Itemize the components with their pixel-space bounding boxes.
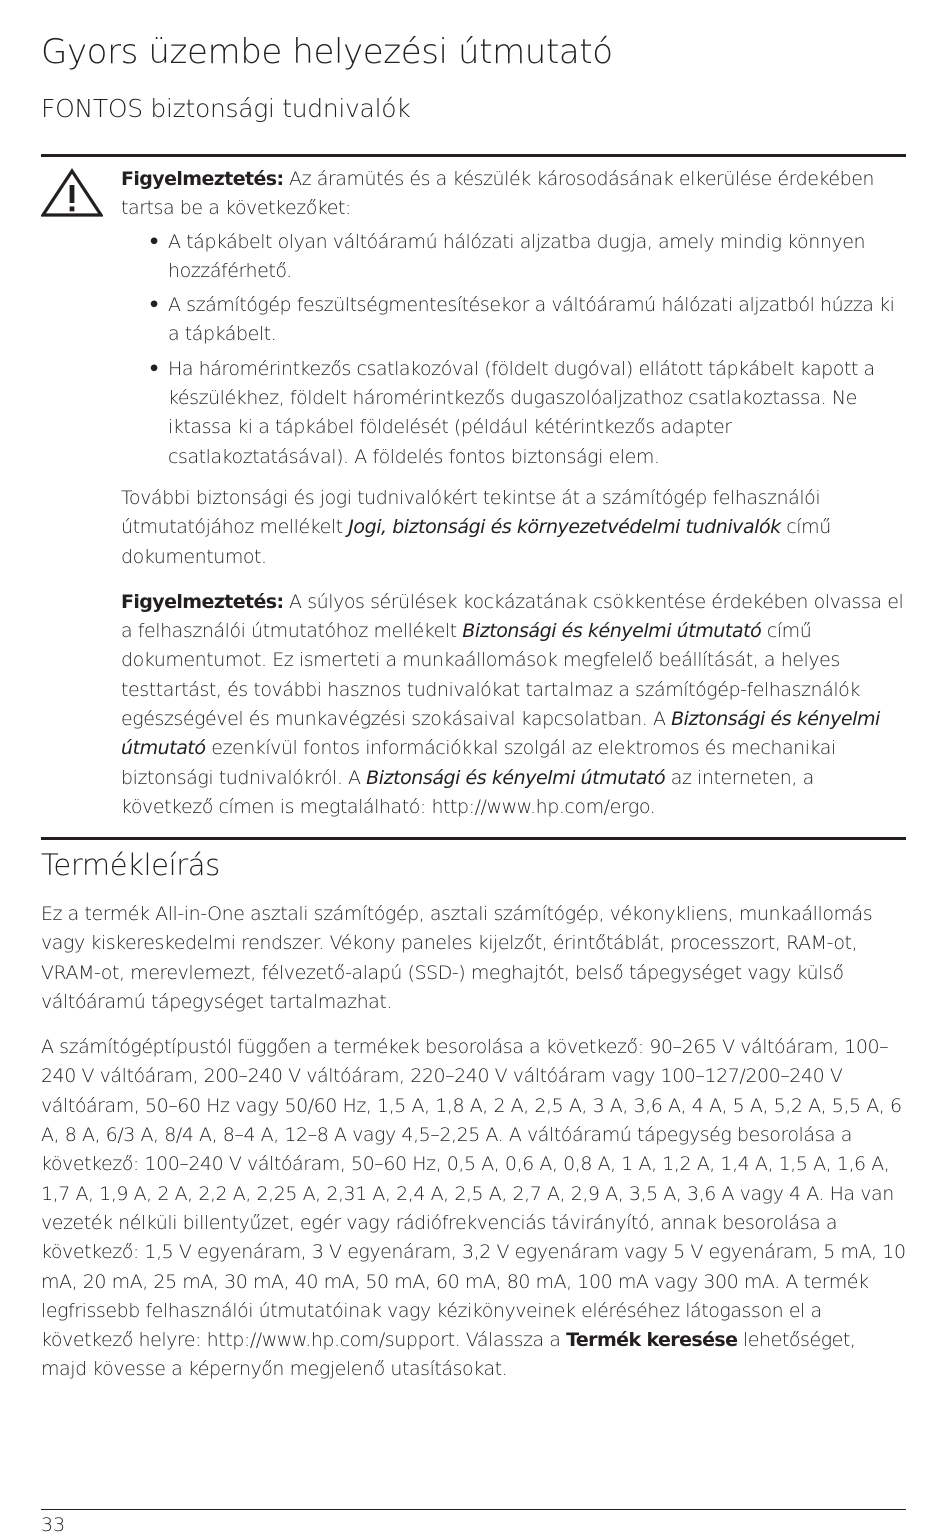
page-title: Gyors üzembe helyezési útmutató — [41, 32, 613, 72]
ergo-text: című dokumentumot. Ez ismerteti a munkaállomások megfelelő beállítását, a helyes testtartást, és további hasznos tudnivalókat tartalmaz a számítógép-felhasználók egészségével és munkavégzési szokásaival kapcsolatban. A — [121, 620, 860, 731]
product-paragraph: Ez a termék All-in-One asztali számítógép, asztali számítógép, vékonykliens, munkaállomás vagy kiskereskedelmi rendszer. Vékony paneles kijelzőt, érintőtáblát, processzort, RAM-ot, VRAM-ot, merevlemezt, félvezető-alapú (SSD-) meghajtót, belső tápegységet vagy külső váltóáramú tápegységet tartalmazhat. — [41, 903, 873, 1013]
product-description-body — [41, 900, 906, 1385]
ratings-text: A számítógéptípustól függően a termékek besorolása a következő: 90–265 V váltóáram, 100–240 V váltóáram, 200–240 V váltóáram, 220–240 V váltóáram vagy 100–127/200–240 V váltóáram, 50–60 Hz vagy 50/60 Hz, 1,5 A, 1,8 A, 2 A, 2,5 A, 3 A, 3,6 A, 4 A, 5 A, 5,2 A, 5,5 A, 6 A, 8 A, 6/3 A, 8/4 A, 8–4 A, 12–8 A vagy 4,5–2,25 A. A váltóáramú tápegység besorolása a következő: 100–240 V váltóáram, 50–60 Hz, 0,5 A, 0,6 A, 0,8 A, 1 A, 1,2 A, 1,4 A, 1,5 A, 1,6 A, 1,7 A, 1,9 A, 2 A, 2,2 A, 2,25 A, 2,31 A, 2,4 A, 2,5 A, 2,7 A, 2,9 A, 3,5 A, 3,6 A vagy 4 A. Ha van vezeték nélküli billentyűzet, egér vagy rádiófrekvenciás távirányító, annak besorolása a következő: 1,5 V egyenáram, 3 V egyenáram, 3,2 V egyenáram vagy 5 V egyenáram, 5 mA, 10 mA, 20 mA, 25 mA, 30 mA, 40 mA, 50 mA, 60 mA, 80 mA, 100 mA vagy 300 mA. A termék legfrissebb felhasználói útmutatóinak vagy kézikönyveinek eléréséhez látogasson el a következő helyre: http://www.hp.com/support. Válassza a — [41, 1036, 906, 1352]
page-number: 33 — [41, 1514, 66, 1536]
product-description-heading: Termékleírás — [41, 848, 220, 882]
ergonomics-warning-paragraph — [121, 588, 906, 822]
warning-label: Figyelmeztetés: — [121, 168, 284, 190]
product-ratings-paragraph — [41, 1033, 906, 1385]
footer-divider — [41, 1509, 906, 1510]
legal-doc-title: Jogi, biztonsági és környezetvédelmi tudnivalók — [348, 516, 781, 539]
legal-info-paragraph — [121, 484, 906, 572]
ergo-text: az interneten, a következő címen is megtalálható: http://www.hp.com/ergo. — [121, 766, 814, 818]
safety-subtitle: FONTOS biztonsági tudnivalók — [41, 94, 411, 123]
ergo-text: ezenkívül fontos információkkal szolgál az elektromos és mechanikai biztonsági tudnivalókról. A — [121, 737, 836, 789]
legal-text-end: című dokumentumot. — [121, 516, 831, 568]
section-divider — [41, 837, 906, 840]
warning-intro — [121, 165, 906, 224]
warning-bullet-list — [121, 228, 906, 472]
list-item: • A számítógép feszültségmentesítésekor a váltóáramú hálózati aljzatból húzza ki a tápkábelt. — [168, 291, 906, 350]
ergo-doc-title: Biztonsági és kényelmi útmutató — [462, 620, 762, 643]
warning-intro-text: Az áramütés és a készülék károsodásának elkerülése érdekében tartsa be a következőket: — [121, 168, 875, 220]
ergo-doc-title: Biztonsági és kényelmi útmutató — [121, 708, 880, 760]
list-item: • A tápkábelt olyan váltóáramú hálózati aljzatba dugja, amely mindig könnyen hozzáférhető. — [168, 228, 906, 287]
top-divider — [41, 154, 906, 157]
ratings-text-end: lehetőséget, majd kövesse a képernyőn megjelenő utasításokat. — [41, 1329, 856, 1381]
ergo-text: A súlyos sérülések kockázatának csökkentése érdekében olvassa el a felhasználói útmutatóhoz mellékelt — [121, 590, 904, 643]
warning-label: Figyelmeztetés: — [121, 590, 284, 613]
list-item: • Ha háromérintkezős csatlakozóval (földelt dugóval) ellátott tápkábelt kapott a készülékhez, földelt háromérintkezős dugaszolóaljzathoz csatlakoztassa. Ne iktassa ki a tápkábel földelését (például kétérintkezős adapter csatlakoztatásával). A földelés fontos biztonsági elem. — [168, 355, 906, 472]
warning-triangle-icon — [41, 168, 103, 218]
legal-text: További biztonsági és jogi tudnivalókért tekintse át a számítógép felhasználói útmutatójához mellékelt — [121, 486, 821, 539]
ergo-doc-title: Biztonsági és kényelmi útmutató — [366, 766, 666, 789]
safety-warning-block — [121, 165, 906, 822]
product-search-term: Termék keresése — [566, 1329, 738, 1352]
